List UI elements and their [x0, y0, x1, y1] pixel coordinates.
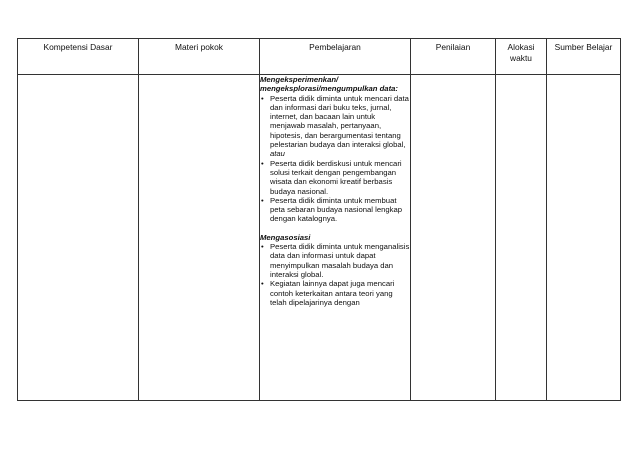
- section-title: Mengeksperimenkan/ mengeksplorasi/mengumpulkan data:: [260, 75, 398, 94]
- list-item: [260, 242, 410, 279]
- bullet-icon: •: [261, 195, 264, 205]
- bullet-icon: •: [261, 279, 264, 289]
- header-materi-pokok: Materi pokok: [139, 39, 260, 75]
- materi-pokok-cell: [139, 75, 260, 401]
- section-list: [260, 242, 410, 307]
- header-sumber-belajar: Sumber Belajar: [547, 39, 621, 75]
- pembelajaran-content: [260, 75, 410, 307]
- list-item: [260, 159, 410, 196]
- section-gap: [260, 224, 410, 233]
- header-penilaian: Penilaian: [411, 39, 496, 75]
- alokasi-waktu-cell: [496, 75, 547, 401]
- bullet-icon: •: [261, 242, 264, 252]
- list-item-text: Kegiatan lainnya dapat juga mencari contoh keterkaitan antara teori yang telah dipelajarinya dengan: [270, 279, 395, 307]
- section-list: [260, 94, 410, 224]
- list-item: [260, 196, 410, 224]
- kompetensi-dasar-cell: [18, 75, 139, 401]
- list-item-text: Peserta didik berdiskusi untuk mencari solusi terkait dengan pengembangan wisata dan ekonomi kreatif berbasis budaya nasional.: [270, 158, 402, 196]
- bullet-icon: •: [261, 93, 264, 103]
- header-alokasi-waktu: Alokasi waktu: [496, 39, 547, 75]
- header-kompetensi-dasar: Kompetensi Dasar: [18, 39, 139, 75]
- penilaian-cell: [411, 75, 496, 401]
- header-row: [18, 39, 621, 75]
- list-item-text: Peserta didik diminta untuk menganalisis data dan informasi untuk dapat menyimpulkan masalah budaya dan interaksi global.: [270, 242, 410, 279]
- list-item-text: Peserta didik diminta untuk membuat peta sebaran budaya nasional lengkap dengan katalognya.: [270, 195, 403, 224]
- list-item: [260, 279, 410, 307]
- sumber-belajar-cell: [547, 75, 621, 401]
- bullet-icon: •: [261, 158, 264, 168]
- list-item-text: Peserta didik diminta untuk mencari data dan informasi dari buku teks, jurnal, internet, dan bacaan lain untuk menjawab masalah, pertanyaan, hipotesis, dan berargumentasi tentang pelestarian budaya dan interaksi global,: [270, 93, 409, 150]
- pembelajaran-cell: [260, 75, 411, 401]
- table-row: [18, 75, 621, 401]
- lesson-plan-table: [17, 38, 621, 401]
- list-item-suffix: atau: [270, 149, 285, 159]
- list-item: [260, 94, 410, 159]
- header-pembelajaran: Pembelajaran: [260, 39, 411, 75]
- section-title: Mengasosiasi: [260, 232, 311, 242]
